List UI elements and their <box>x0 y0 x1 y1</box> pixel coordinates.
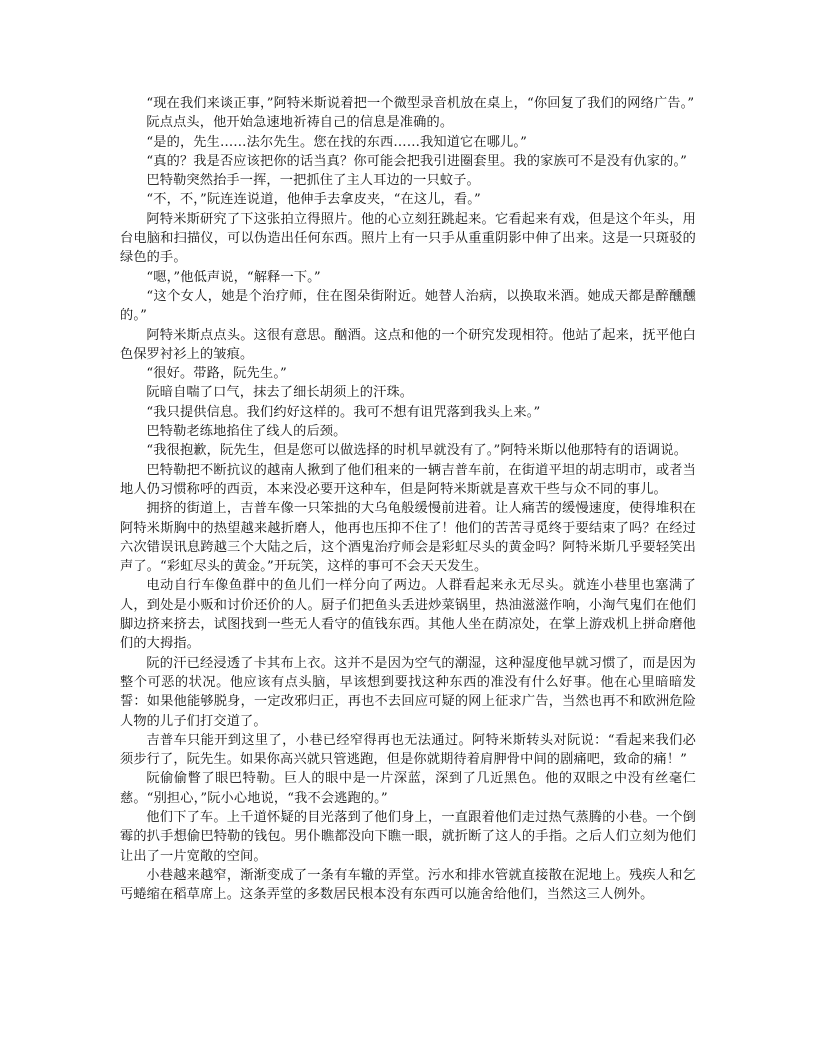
paragraph-13: “我只提供信息。我们约好这样的。我可不想有诅咒落到我头上来。” <box>146 404 541 420</box>
paragraph-21: 阮偷偷瞥了眼巴特勒。巨人的眼中是一片深蓝，深到了几近黑色。他的双眼之中没有丝毫仁慈。“别担心，”阮小心地说，“我不会逃跑的。” <box>120 771 696 806</box>
paragraph-18: 电动自行车像鱼群中的鱼儿们一样分向了两边。人群看起来永无尽头。就连小巷里也塞满了人，到处是小贩和讨价还价的人。厨子们把鱼头丢进炒菜锅里，热油滋滋作响，小淘气鬼们在他们脚边挤来挤去，试图找到一些无人看守的值钱东西。其他人坐在荫凉处，在掌上游戏机上拼命磨他们的大拇指。 <box>120 578 696 652</box>
paragraph-16: 巴特勒把不断抗议的越南人揪到了他们租来的一辆吉普车前，在街道平坦的胡志明市，或者当地人仍习惯称呼的西贡，本来没必要开这种车，但是阿特米斯就是喜欢干些与众不同的事儿。 <box>120 462 696 497</box>
paragraph-3: “是的，先生……法尔先生。您在找的东西……我知道它在哪儿。” <box>146 134 528 150</box>
paragraph-14: 巴特勒老练地掐住了线人的后颈。 <box>146 424 347 440</box>
paragraph-20: 吉普车只能开到这里了，小巷已经窄得再也无法通过。阿特米斯转头对阮说：“看起来我们必须步行了，阮先生。如果你高兴就只管逃跑，但是你就期待着肩胛骨中间的剧痛吧，致命的痛！” <box>120 732 696 768</box>
paragraph-7: 阿特米斯研究了下这张拍立得照片。他的心立刻狂跳起来。它看起来有戏，但是这个年头，用台电脑和扫描仪，可以伪造出任何东西。照片上有一只手从重重阴影中伸了出来。这是一只斑驳的绿色的手。 <box>120 211 696 266</box>
paragraph-9: “这个女人，她是个治疗师，住在图朵街附近。她替人治病，以换取米酒。她成天都是醉醺醺的。” <box>120 288 696 324</box>
paragraph-19: 阮的汗已经浸透了卡其布上衣。这并不是因为空气的潮湿，这种湿度他早就习惯了，而是因为整个可恶的状况。他应该有点头脑，早该想到要找这种东西的准没有什么好事。他在心里暗暗发誓：如果他能够脱身，一定改邪归正，再也不去回应可疑的网上征求广告，当然也再不和欧洲危险人物的儿子们打交道了。 <box>120 655 696 729</box>
paragraph-12: 阮暗自喘了口气，抹去了细长胡须上的汗珠。 <box>146 385 414 401</box>
paragraph-22: 他们下了车。上千道怀疑的目光落到了他们身上，一直跟着他们走过热气蒸腾的小巷。一个倒霉的扒手想偷巴特勒的钱包。男仆瞧都没向下瞧一眼，就折断了这人的手指。之后人们立刻为他们让出了一片宽敞的空间。 <box>120 809 696 864</box>
paragraph-5: 巴特勒突然抬手一挥，一把抓住了主人耳边的一只蚊子。 <box>146 173 480 189</box>
paragraph-2: 阮点点头，他开始急速地祈祷自己的信息是准确的。 <box>146 115 454 131</box>
paragraph-15: “我很抱歉，阮先生，但是您可以做选择的时机早就没有了。”阿特米斯以他那特有的语调说。 <box>146 443 688 459</box>
paragraph-17: 拥挤的街道上，吉普车像一只笨拙的大乌龟般缓慢前进着。让人痛苦的缓慢速度，使得堆积在阿特米斯胸中的热望越来越折磨人，他再也压抑不住了！他们的苦苦寻觅终于要结束了吗？在经过六次错误讯息跨越三个大陆之后，这个酒鬼治疗师会是彩虹尽头的黄金吗？阿特米斯几乎要轻笑出声了。“彩虹尽头的黄金。”开玩笑，这样的事可不会天天发生。 <box>120 501 696 575</box>
paragraph-11: “很好。带路，阮先生。” <box>146 366 287 382</box>
paragraph-4: “真的？我是否应该把你的话当真？你可能会把我引进圈套里。我的家族可不是没有仇家的。” <box>146 153 688 169</box>
paragraph-1: “现在我们来谈正事，”阿特米斯说着把一个微型录音机放在桌上，“你回复了我们的网络广告。” <box>146 96 695 111</box>
paragraph-6: “不，不，”阮连连说道，他伸手去拿皮夹，“在这儿，看。” <box>146 192 481 208</box>
paragraph-23: 小巷越来越窄，渐渐变成了一条有车辙的弄堂。污水和排水管就直接散在泥地上。残疾人和乞丐蜷缩在稻草席上。这条弄堂的多数居民根本没有东西可以施舍给他们，当然这三人例外。 <box>120 867 696 903</box>
paragraph-8: “嗯，”他低声说，“解释一下。” <box>146 269 321 285</box>
document-page <box>120 94 696 904</box>
paragraph-10: 阿特米斯点点头。这很有意思。酗酒。这点和他的一个研究发现相符。他站了起来，抚平他白色保罗衬衫上的皱痕。 <box>120 327 696 362</box>
